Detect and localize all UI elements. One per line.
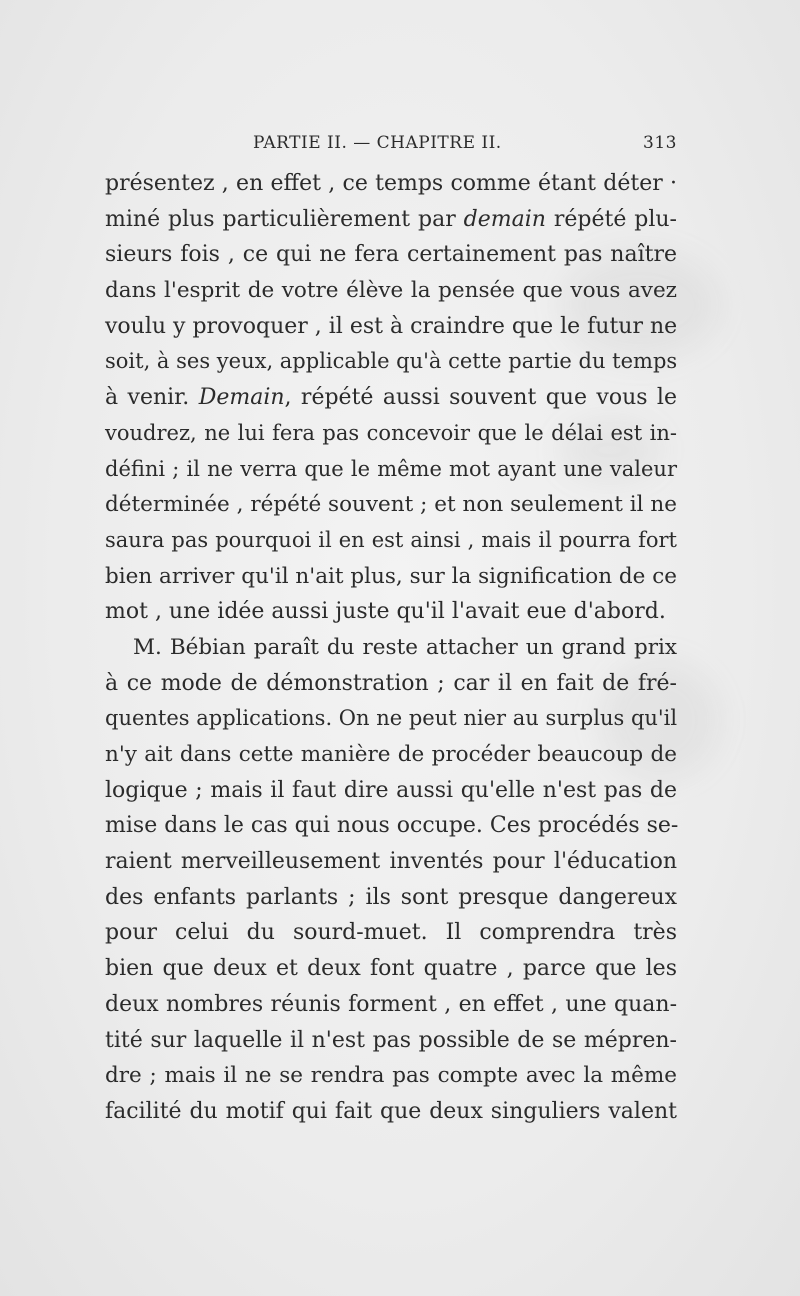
text-line (105, 844, 677, 880)
italic-word: Demain (198, 385, 285, 411)
text-line (105, 1058, 677, 1094)
text-line (105, 701, 677, 737)
text-run: n'y ait dans cette manière de procéder beaucoup de (105, 742, 677, 767)
text-line (105, 915, 677, 951)
text-run: logique ; mais il faut dire aussi qu'elle n'est pas de (105, 777, 677, 803)
text-line (105, 309, 677, 345)
text-line (105, 416, 677, 452)
text-line (105, 344, 677, 380)
text-run: bien que deux et deux font quatre , parce que les (105, 956, 677, 982)
text-run: M. Bébian paraît du reste attacher un grand prix (133, 634, 677, 660)
text-run: des enfants parlants ; ils sont presque dangereux (105, 884, 677, 910)
text-line (105, 487, 677, 523)
text-run: saura pas pourquoi il en est ainsi , mais il pourra fort (105, 527, 677, 552)
text-line (105, 737, 677, 773)
text-run: facilité du motif qui fait que deux singuliers valent (105, 1098, 677, 1124)
text-run: soit, à ses yeux, applicable qu'à cette partie du temps (105, 349, 678, 374)
text-line (105, 380, 677, 416)
text-run: quentes applications. On ne peut nier au surplus qu'il (105, 706, 678, 731)
body-text (105, 166, 677, 1130)
text-run: à ce mode de démonstration ; car il en fait de fré- (105, 670, 677, 696)
text-line (105, 452, 677, 488)
text-run: répété plu- (545, 206, 677, 232)
text-line (105, 666, 677, 702)
text-line (105, 630, 677, 666)
text-run: présentez , en effet , ce temps comme étant déter · (105, 171, 677, 196)
text-line (105, 559, 677, 595)
text-run: voulu y provoquer , il est à craindre que le futur ne (105, 313, 678, 339)
text-run: défini ; il ne verra que le même mot ayant une valeur (105, 456, 677, 481)
text-line (105, 1094, 677, 1130)
text-run: voudrez, ne lui fera pas concevoir que le délai est in- (105, 420, 677, 445)
text-run: à venir. (105, 385, 199, 411)
text-run: , répété aussi souvent que vous le (284, 385, 677, 411)
text-line (105, 1023, 677, 1059)
text-run: déterminée , répété souvent ; et non seulement il ne (105, 492, 677, 518)
text-run: mot , une idée aussi juste qu'il l'avait eue d'abord. (105, 599, 666, 625)
text-run: tité sur laquelle il n'est pas possible de se mépren- (105, 1027, 677, 1053)
text-line (105, 808, 677, 844)
text-line (105, 880, 677, 916)
text-line (105, 594, 677, 630)
text-run: pour celui du sourd-muet. Il comprendra très (105, 920, 677, 946)
text-line (105, 951, 677, 987)
text-line (105, 523, 677, 559)
text-run: dre ; mais il ne se rendra pas compte avec la même (105, 1063, 677, 1089)
text-line (105, 273, 677, 309)
running-head (105, 133, 677, 157)
text-line (105, 237, 677, 273)
text-line (105, 166, 677, 202)
italic-word: demain (463, 206, 546, 232)
text-run: bien arriver qu'il n'ait plus, sur la signification de ce (105, 563, 677, 589)
text-run: dans l'esprit de votre élève la pensée que vous avez (105, 278, 677, 304)
text-run: sieurs fois , ce qui ne fera certainement pas naître (105, 242, 677, 268)
page-number: 313 (643, 133, 677, 153)
text-run: miné plus particulièrement par (105, 206, 464, 232)
text-line (105, 773, 677, 809)
text-run: mise dans le cas qui nous occupe. Ces procédés se- (105, 813, 679, 839)
text-run: raient merveilleusement inventés pour l'éducation (105, 849, 677, 875)
text-line (105, 987, 677, 1023)
text-line (105, 202, 677, 238)
text-run: deux nombres réunis forment , en effet , une quan- (105, 991, 677, 1017)
running-head-title: PARTIE II. — CHAPITRE II. (253, 133, 502, 153)
